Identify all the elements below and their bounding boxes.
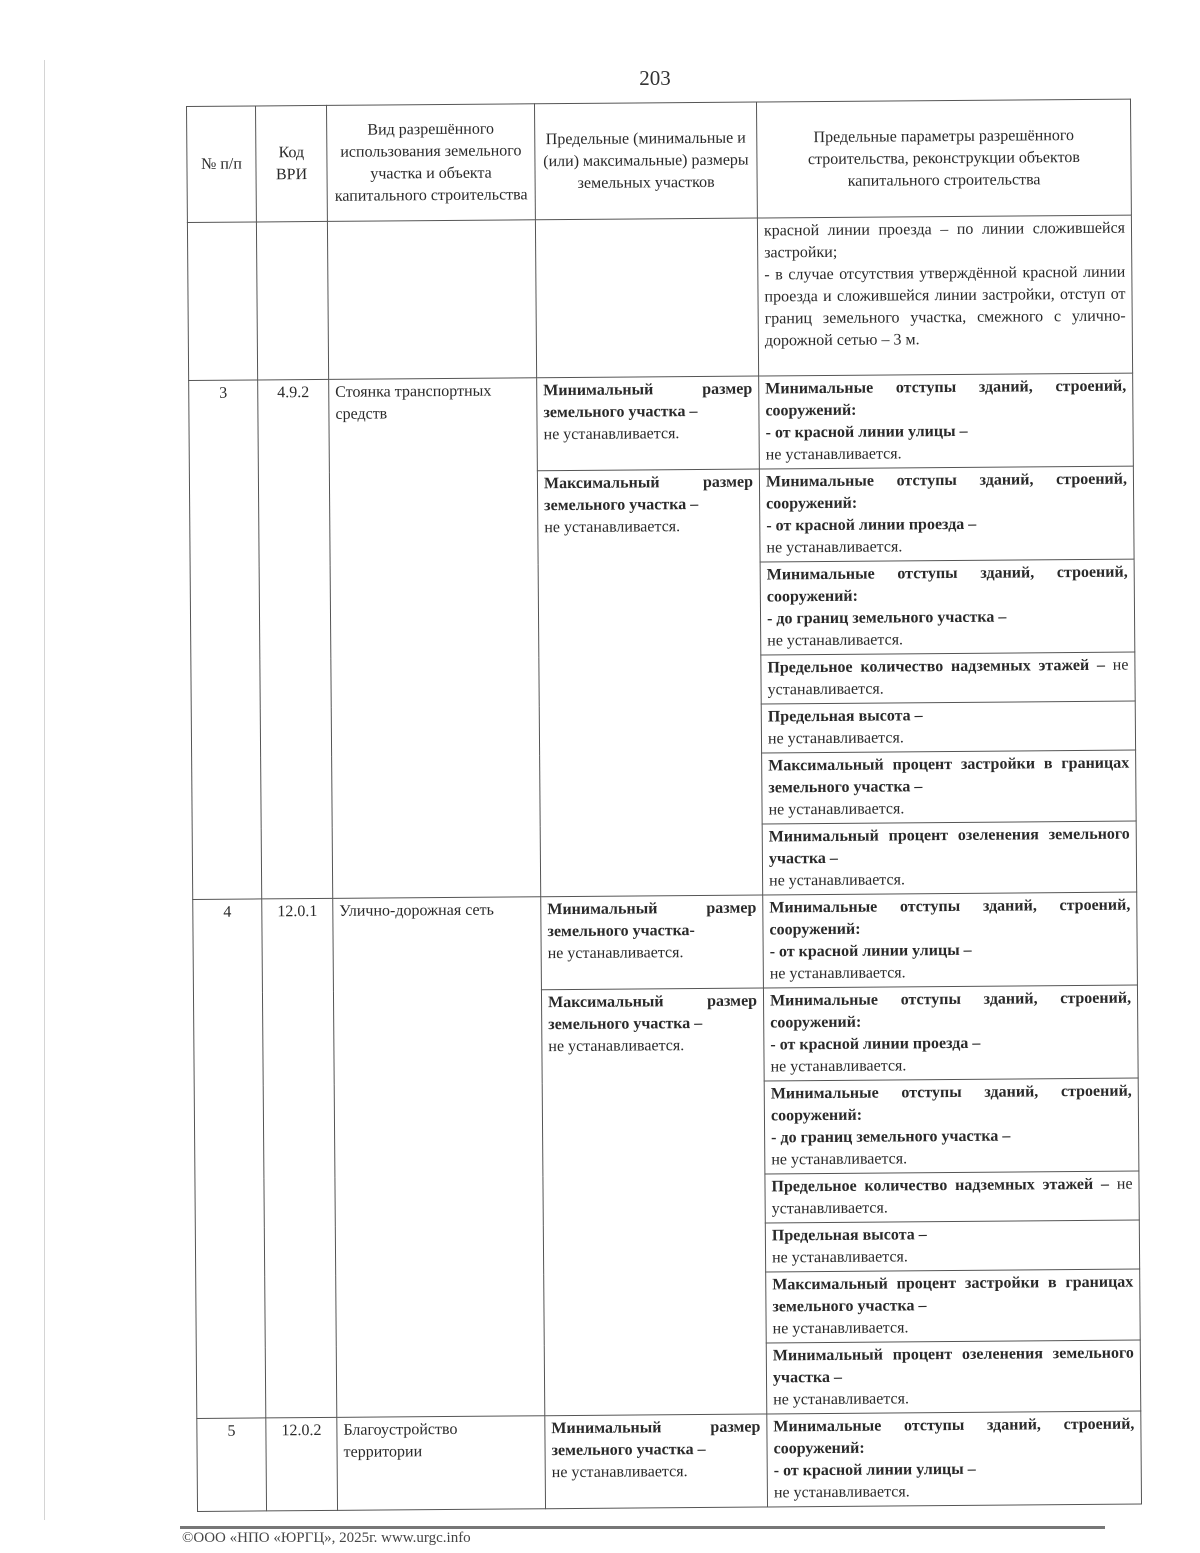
size-max-label: Максимальный размер земельного участка – bbox=[543, 473, 754, 515]
table-row bbox=[193, 892, 1138, 992]
param-label: Максимальный процент застройки в границах земельного участка – bbox=[772, 1273, 1134, 1316]
param-cell bbox=[760, 559, 1135, 655]
param-cell bbox=[763, 985, 1138, 1081]
size-max-value: не устанавливается. bbox=[544, 518, 681, 537]
param-value: не устанавливается. bbox=[773, 1390, 910, 1409]
size-max-label: Максимальный размер земельного участка – bbox=[547, 992, 758, 1034]
use-type: Улично-дорожная сеть bbox=[333, 897, 545, 1418]
param-value: не устанавливается. bbox=[771, 1175, 1133, 1218]
header-size: Предельные (минимальные и (или) максимальные) размеры земельных участков bbox=[534, 102, 757, 220]
page-number: 203 bbox=[639, 66, 671, 90]
size-max-value: не устанавливается. bbox=[548, 1037, 685, 1056]
param-label: Минимальные отступы зданий, строений, сооружений: bbox=[769, 896, 1131, 939]
param-value: не устанавливается. bbox=[766, 538, 903, 557]
size-max-cell bbox=[541, 988, 766, 1416]
param-sublabel: - до границ земельного участка – bbox=[771, 1127, 1011, 1147]
regulations-table bbox=[186, 99, 1142, 1512]
header-code: Код ВРИ bbox=[256, 105, 328, 222]
continuation-params: красной линии проезда – по линии сложившейся застройки; - в случае отсутствия утверждённой красной линии проезда и сложившейся линии застройки, отступ от границ земельного участка, смежного с улично-дорожной сетью – 3 м. bbox=[757, 215, 1132, 376]
vri-code: 12.0.2 bbox=[266, 1417, 338, 1511]
param-cell bbox=[766, 1269, 1141, 1343]
vri-code: 12.0.1 bbox=[262, 898, 337, 1418]
header-num: № п/п bbox=[187, 106, 257, 223]
param-value: не устанавливается. bbox=[765, 445, 902, 464]
param-value: не устанавливается. bbox=[771, 1248, 908, 1267]
param-cell bbox=[759, 373, 1134, 469]
param-cell bbox=[762, 821, 1137, 895]
param-label: Минимальные отступы зданий, строений, сооружений: bbox=[769, 989, 1132, 1032]
param-sublabel: - от красной линии улицы – bbox=[769, 941, 972, 961]
use-type: Благоустройство территории bbox=[337, 1416, 546, 1511]
size-min-cell bbox=[545, 1414, 768, 1509]
param-sublabel: - от красной линии проезда – bbox=[766, 515, 977, 535]
param-cell bbox=[761, 652, 1135, 704]
param-cell bbox=[764, 1078, 1139, 1174]
param-label: Предельная высота – bbox=[771, 1226, 927, 1245]
param-cell bbox=[766, 1340, 1141, 1414]
vri-code: 4.9.2 bbox=[258, 379, 333, 899]
size-min-label: Минимальный размер земельного участка – bbox=[543, 380, 753, 422]
param-label: Минимальные отступы зданий, строений, сооружений: bbox=[765, 377, 1127, 420]
param-label: Предельная высота – bbox=[767, 707, 923, 726]
param-cell bbox=[765, 1171, 1139, 1223]
param-cell bbox=[765, 1220, 1139, 1272]
param-value: не устанавливается. bbox=[770, 1057, 907, 1076]
param-label: Минимальный процент озеленения земельного участка – bbox=[768, 825, 1130, 868]
param-cell bbox=[763, 892, 1138, 988]
param-sublabel: - от красной линии проезда – bbox=[770, 1034, 981, 1054]
size-max-cell bbox=[537, 469, 762, 897]
param-label: Минимальные отступы зданий, строений, сооружений: bbox=[765, 470, 1128, 513]
table-header-row bbox=[187, 99, 1132, 222]
param-value: не устанавливается. bbox=[772, 1319, 909, 1338]
param-label: Минимальные отступы зданий, строений, сооружений: bbox=[773, 1415, 1135, 1458]
size-min-label: Минимальный размер земельного участка – bbox=[551, 1418, 761, 1460]
size-min-cell bbox=[541, 895, 764, 990]
param-cell bbox=[759, 466, 1134, 562]
param-cell bbox=[762, 750, 1137, 824]
param-cell bbox=[761, 701, 1135, 753]
param-label: Предельное количество надземных этажей – bbox=[767, 656, 1106, 677]
param-value: не устанавливается. bbox=[767, 631, 904, 650]
param-value: не устанавливается. bbox=[769, 871, 905, 890]
param-value: не устанавливается. bbox=[771, 1150, 908, 1169]
param-sublabel: - от красной линии улицы – bbox=[773, 1460, 976, 1480]
param-label: Минимальные отступы зданий, строений, сооружений: bbox=[766, 563, 1128, 606]
param-sublabel: - от красной линии улицы – bbox=[765, 422, 968, 442]
table-row bbox=[189, 373, 1134, 473]
row-number: 5 bbox=[197, 1418, 267, 1512]
size-min-label: Минимальный размер земельного участка- bbox=[547, 899, 757, 941]
scan-edge-line bbox=[44, 60, 45, 1520]
use-type: Стоянка транспортных средств bbox=[329, 378, 541, 899]
param-value: не устанавливается. bbox=[768, 800, 905, 819]
size-min-value: не устанавливается. bbox=[547, 944, 684, 963]
table-row bbox=[197, 1411, 1142, 1511]
param-value: не устанавливается. bbox=[769, 964, 906, 983]
header-use: Вид разрешённого использования земельного участка и объекта капитального строительства bbox=[326, 104, 535, 222]
continuation-row bbox=[187, 215, 1132, 380]
param-value: не устанавливается. bbox=[773, 1483, 910, 1502]
param-label: Минимальный процент озеленения земельного участка – bbox=[772, 1344, 1134, 1387]
row-number: 4 bbox=[193, 899, 266, 1419]
size-min-value: не устанавливается. bbox=[543, 425, 680, 444]
param-value: не устанавливается. bbox=[767, 656, 1129, 699]
param-label: Максимальный процент застройки в границах земельного участка – bbox=[768, 754, 1130, 797]
row-number: 3 bbox=[189, 380, 262, 900]
footer-rule bbox=[180, 1526, 1105, 1529]
param-label: Минимальные отступы зданий, строений, сооружений: bbox=[770, 1082, 1132, 1125]
param-label: Предельное количество надземных этажей – bbox=[771, 1175, 1110, 1196]
param-value: не устанавливается. bbox=[767, 729, 904, 748]
param-cell bbox=[767, 1411, 1142, 1507]
size-min-cell bbox=[537, 376, 760, 471]
header-params: Предельные параметры разрешённого строительства, реконструкции объектов капитального строительства bbox=[756, 99, 1131, 218]
size-min-value: не устанавливается. bbox=[551, 1463, 688, 1482]
footer-copyright: ©ООО «НПО «ЮРГЦ», 2025г. www.urgc.info bbox=[182, 1530, 471, 1546]
param-sublabel: - до границ земельного участка – bbox=[766, 608, 1007, 628]
